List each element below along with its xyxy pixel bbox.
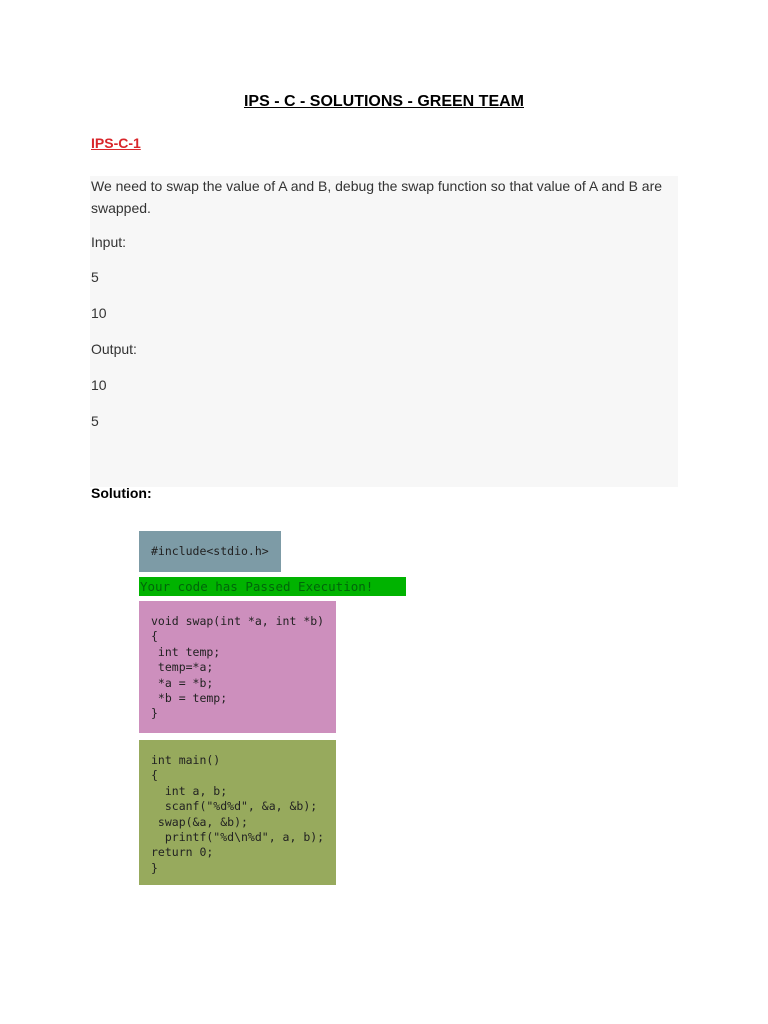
code-include-block: #include<stdio.h> bbox=[139, 531, 281, 572]
input-label: Input: bbox=[91, 234, 127, 250]
output-label: Output: bbox=[91, 341, 137, 357]
document-title: IPS - C - SOLUTIONS - GREEN TEAM bbox=[243, 93, 524, 110]
execution-status-banner: Your code has Passed Execution! bbox=[139, 577, 406, 596]
solution-label: Solution: bbox=[91, 485, 152, 501]
input-value-1: 5 bbox=[91, 269, 99, 285]
input-value-2: 10 bbox=[91, 305, 107, 321]
problem-description: We need to swap the value of A and B, debug the swap function so that value of A and B are swapped. bbox=[91, 178, 663, 216]
output-value-1: 10 bbox=[91, 377, 107, 393]
problem-statement-box bbox=[90, 176, 678, 487]
section-heading-link[interactable]: IPS-C-1 bbox=[91, 135, 141, 151]
code-main-function-block: int main() { int a, b; scanf("%d%d", &a, &b); swap(&a, &b); printf("%d\n%d", a, b); return 0; } bbox=[139, 740, 336, 885]
output-value-2: 5 bbox=[91, 413, 99, 429]
code-swap-function-block: void swap(int *a, int *b) { int temp; temp=*a; *a = *b; *b = temp; } bbox=[139, 601, 336, 733]
